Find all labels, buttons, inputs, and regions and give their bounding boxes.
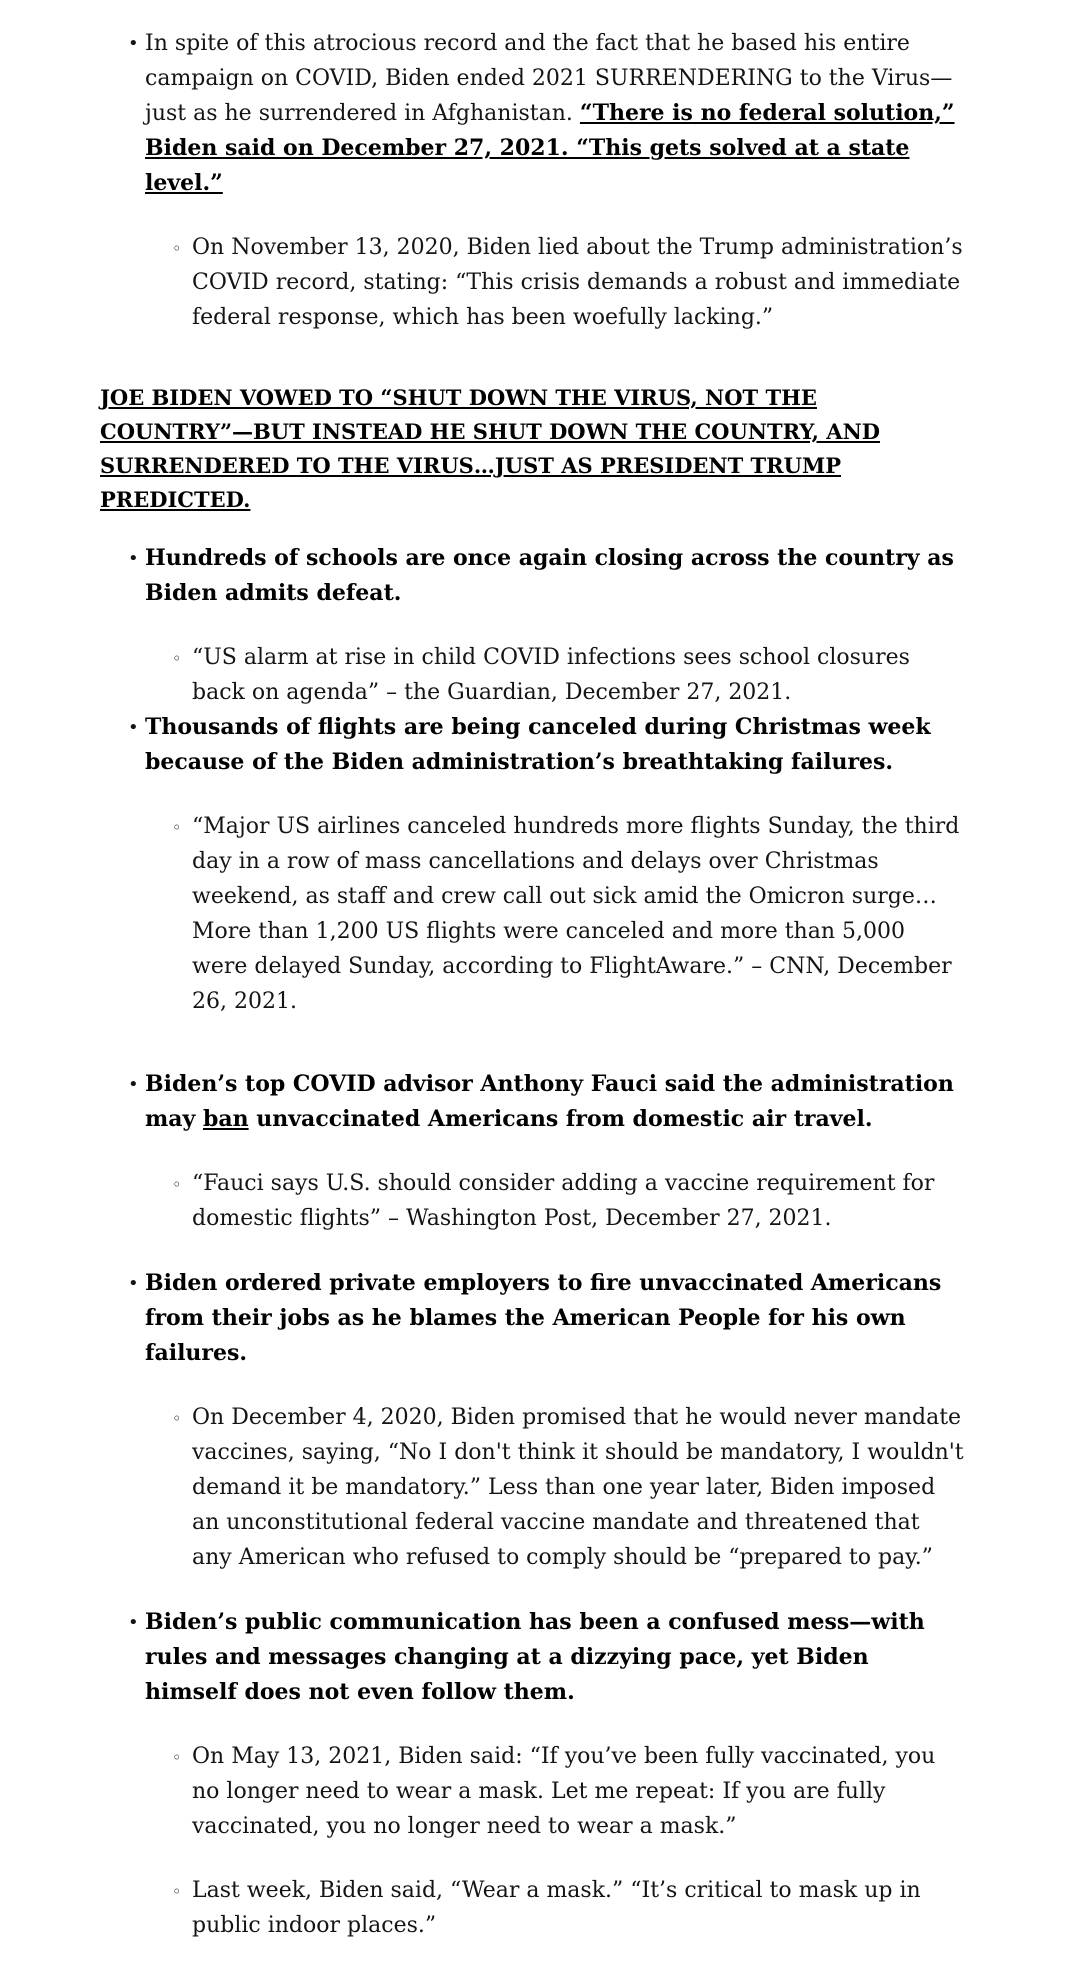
evidence-text: On November 13, 2020, Biden lied about the Trump administration’s COVID record, stating: “This crisis demands a robust and immediate federal response, which has been woefully lacking.”	[192, 235, 963, 330]
bullet-icon: •	[128, 548, 139, 569]
evidence-text: “Fauci says U.S. should consider adding a vaccine requirement for domestic flights” – Washington Post, December 27, 2021.	[192, 1171, 935, 1231]
intro-paragraph	[145, 26, 965, 201]
claim-text	[145, 1067, 965, 1137]
claim-item-communication	[100, 1605, 965, 1943]
intro-regular-text: In spite of this atrocious record and the fact that he based his entire campaign on COVID, Biden ended 2021 SURRENDERING to the Virus—just as he surrendered in Afghanistan.	[145, 31, 953, 126]
claim-text	[145, 1605, 965, 1710]
evidence-item	[145, 640, 965, 710]
intro-evidence-list	[145, 230, 965, 335]
claim-text-segment: Thousands of flights are being canceled during Christmas week because of the Biden administration’s breathtaking failures.	[145, 714, 931, 775]
evidence-text: “Major US airlines canceled hundreds more flights Sunday, the third day in a row of mass cancellations and delays over Christmas weekend, as staff and crew call out sick amid the Omicron surge… More than 1,200 US flights were canceled and more than 5,000 were delayed Sunday, according to FlightAware.” – CNN, December 26, 2021.	[192, 814, 960, 1014]
claim-text-segment: Biden ordered private employers to fire unvaccinated Americans from their jobs as he blames the American People for his own failures.	[145, 1270, 942, 1366]
claim-item-flights	[100, 710, 965, 1019]
claim-text-segment: unvaccinated Americans from domestic air travel.	[248, 1106, 873, 1132]
sub-bullet-icon: ◦	[172, 1175, 182, 1194]
sub-bullet-icon: ◦	[172, 1882, 182, 1901]
claim-underlined-word: ban	[202, 1106, 249, 1132]
evidence-item	[145, 1739, 965, 1844]
evidence-list	[145, 1400, 965, 1575]
evidence-text: “US alarm at rise in child COVID infections sees school closures back on agenda” – the Guardian, December 27, 2021.	[192, 645, 910, 705]
claim-item-schools	[100, 541, 965, 710]
bullet-icon: •	[128, 717, 139, 738]
evidence-item	[145, 1873, 965, 1943]
sub-bullet-icon: ◦	[172, 818, 182, 837]
sub-bullet-icon: ◦	[172, 1409, 182, 1428]
intro-bold-underline-quote: “There is no federal solution,” Biden said on December 27, 2021. “This gets solved at a state level.”	[145, 100, 955, 196]
evidence-text: On December 4, 2020, Biden promised that he would never mandate vaccines, saying, “No I don't think it should be mandatory, I wouldn't demand it be mandatory.” Less than one year later, Biden imposed an unconstitutional federal vaccine mandate and threatened that any American who refused to comply should be “prepared to pay.”	[192, 1405, 964, 1570]
sub-bullet-icon: ◦	[172, 649, 182, 668]
claim-item-air-travel-ban	[100, 1067, 965, 1236]
claim-item-vaccine-mandate	[100, 1266, 965, 1575]
evidence-item	[145, 230, 965, 335]
claim-text-segment: Hundreds of schools are once again closing across the country as Biden admits defeat.	[145, 545, 954, 606]
bullet-icon: •	[128, 33, 139, 54]
claim-text	[145, 541, 965, 611]
claim-text	[145, 710, 965, 780]
claim-text-segment: Biden’s public communication has been a confused mess—with rules and messages changing at a dizzying pace, yet Biden himself does not even follow them.	[145, 1609, 925, 1705]
evidence-item	[145, 1400, 965, 1575]
evidence-text: On May 13, 2021, Biden said: “If you’ve been fully vaccinated, you no longer need to wear a mask. Let me repeat: If you are fully vaccinated, you no longer need to wear a mask.”	[192, 1744, 936, 1839]
evidence-list	[145, 1166, 965, 1236]
evidence-list	[145, 640, 965, 710]
bullet-icon: •	[128, 1612, 139, 1633]
sub-bullet-icon: ◦	[172, 239, 182, 258]
evidence-item	[145, 1166, 965, 1236]
claim-text	[145, 1266, 965, 1371]
claims-list	[100, 541, 965, 1943]
bullet-icon: •	[128, 1074, 139, 1095]
evidence-item	[145, 809, 965, 1019]
intro-bullet-item	[100, 26, 965, 335]
bullet-icon: •	[128, 1273, 139, 1294]
sub-bullet-icon: ◦	[172, 1748, 182, 1767]
section-heading: JOE BIDEN VOWED TO “SHUT DOWN THE VIRUS, NOT THE COUNTRY”—BUT INSTEAD HE SHUT DOWN THE COUNTRY, AND SURRENDERED TO THE VIRUS…JUST AS PRESIDENT TRUMP PREDICTED.	[100, 385, 881, 512]
intro-list	[100, 26, 965, 335]
evidence-list	[145, 809, 965, 1019]
evidence-list	[145, 1739, 965, 1943]
claim-text-segment: Biden’s top COVID advisor Anthony Fauci said the administration may	[145, 1071, 954, 1132]
evidence-text: Last week, Biden said, “Wear a mask.” “It’s critical to mask up in public indoor places.”	[192, 1878, 921, 1938]
